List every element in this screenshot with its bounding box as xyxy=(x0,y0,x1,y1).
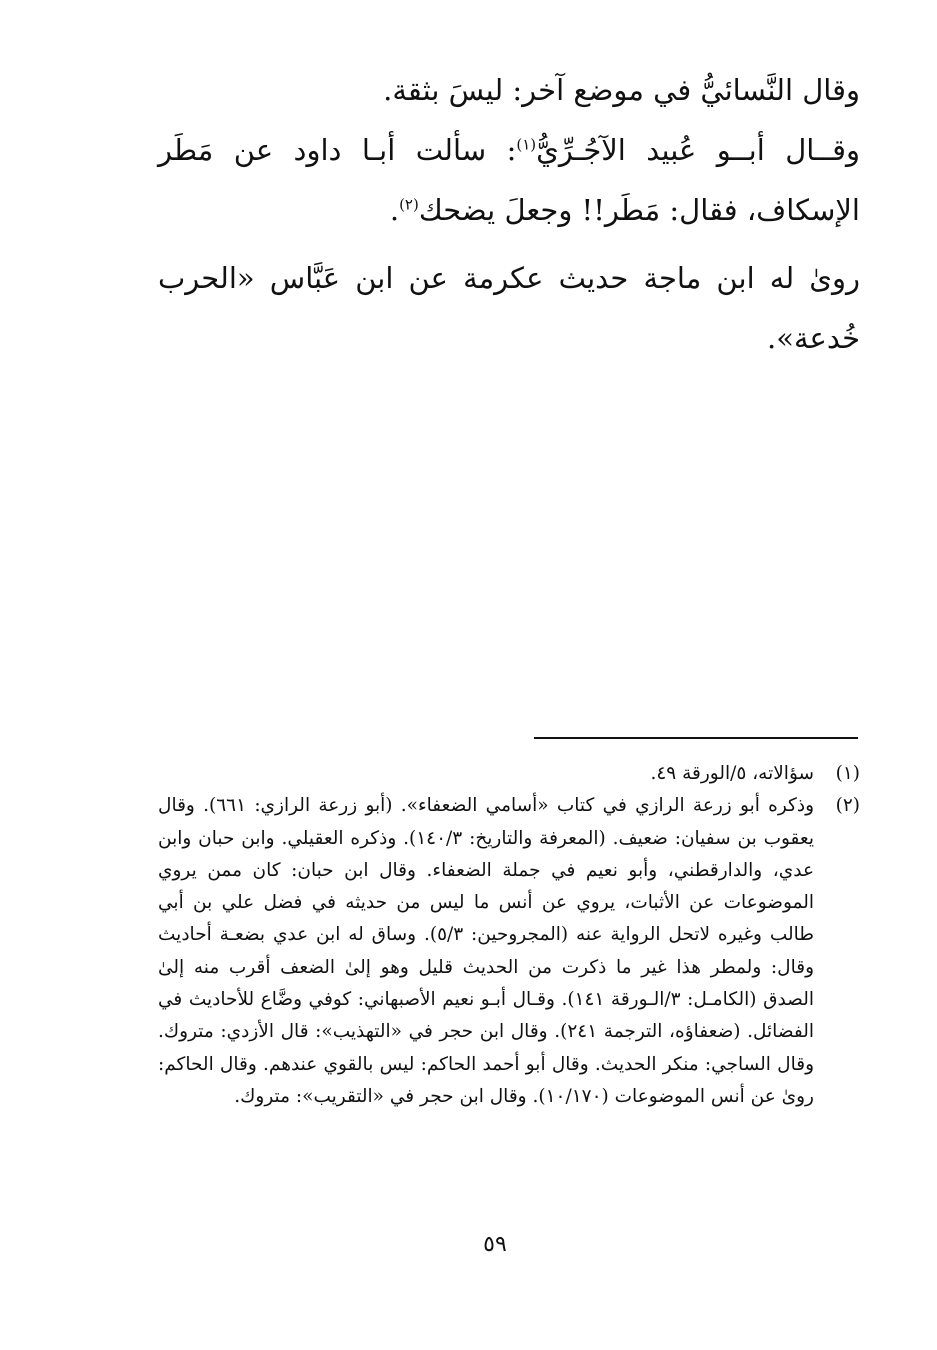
paragraph-3 xyxy=(158,248,860,368)
footnote-number: (١) xyxy=(835,763,860,784)
paragraph-2-text-after: : سألت أبـا داود عن مَطَر الإسكاف، فقال: مَطَر!! وجعلَ يضحك xyxy=(158,133,860,227)
footnotes-section xyxy=(158,758,860,1113)
footnote-number: (٢) xyxy=(835,795,860,817)
footnote-text: سؤالاته، ٥/الورقة ٤٩. xyxy=(650,763,814,784)
footnote-divider xyxy=(534,737,858,739)
footnote-ref-2[interactable]: (٢) xyxy=(399,195,419,214)
footnote-1 xyxy=(158,758,860,790)
footnote-text: وذكره أبو زرعة الرازي في كتاب «أسامي الضعفاء». (أبو زرعة الرازي: ٦٦١). وقال يعقوب بن سفيان: ضعيف. (المعرفة والتاريخ: ١٤٠/٣). وذكره العقيلي. وابن حبان وابن عدي، والدارقطني، وأبو نعيم في جملة الضعفاء. وقال ابن حبان: كان ممن يروي الموضوعات عن الأثبات، يروي عن أنس ما ليس من حديثه في فضل علي بن أبي طالب وغيره لاتحل الرواية عنه (المجروحين: ٥/٣). وساق له ابن عدي بضعـة أحاديث وقال: ولمطر هذا غير ما ذكرت من الحديث قليل وهو إلىٰ الضعف أقرب منه إلىٰ الصدق (الكامـل: ٣/الـورقة ١٤١). وقـال أبـو نعيم الأصبهاني: كوفي وضَّاع للأحاديث في الفضائل. (ضعفاؤه، الترجمة ٢٤١). وقال ابن حجر في «التهذيب»: قال الأزدي: متروك. وقال الساجي: منكر الحديث. وقال أبو أحمد الحاكم: ليس بالقوي عندهم. وقال الحاكم: روىٰ عن أنس الموضوعات (١٠/١٧٠). وقال ابن حجر في «التقريب»: متروك. xyxy=(158,795,815,1107)
paragraph-1 xyxy=(158,60,860,120)
paragraph-3-text: روىٰ له ابن ماجة حديث عكرمة عن ابن عَبَّاس «الحرب خُدعة». xyxy=(158,261,860,355)
paragraph-2 xyxy=(158,120,860,240)
page-number: ٥٩ xyxy=(483,1232,507,1257)
paragraph-1-text: وقال النَّسائيُّ في موضع آخر: ليسَ بثقة. xyxy=(383,73,860,107)
paragraph-2-text-end: . xyxy=(389,193,400,227)
main-text xyxy=(158,60,860,368)
paragraph-2-text: وقــال أبــو عُبيد الآجُـرِّيُّ xyxy=(536,133,860,167)
footnote-2 xyxy=(158,790,860,1113)
footnote-ref-1[interactable]: (١) xyxy=(516,135,537,154)
